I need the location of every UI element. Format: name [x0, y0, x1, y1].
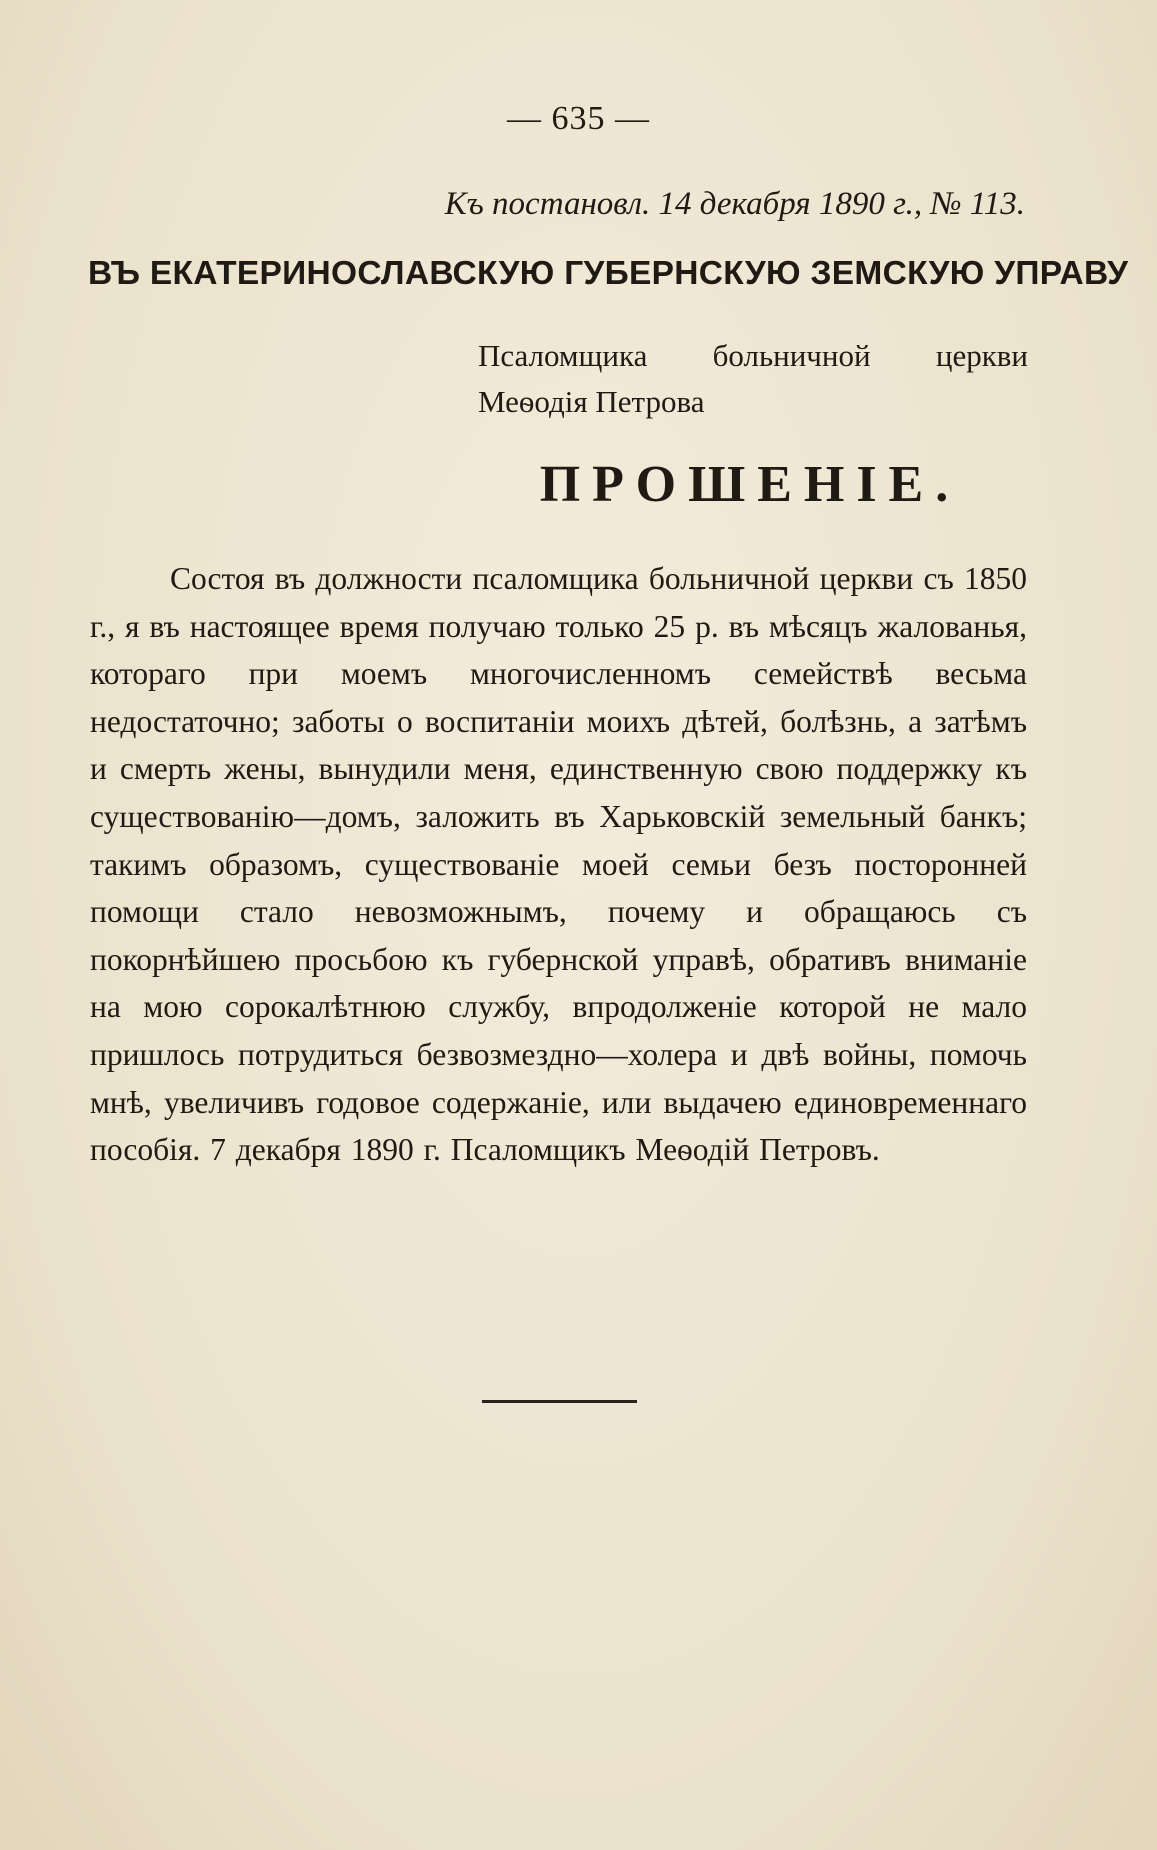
petitioner-name: Псаломщика больничной церкви Меѳодія Петрова — [478, 338, 1028, 419]
resolution-reference: Къ постановл. 14 декабря 1890 г., № 113. — [444, 186, 1025, 222]
petition-body: Состоя въ должности псаломщика больничной церкви съ 1850 г., я въ настоящее время получаю только 25 р. въ мѣсяцъ жалованья, котораго при моемъ многочисленномъ семействѣ весьма недостаточно; заботы о воспитаніи моихъ дѣтей, болѣзнь, а затѣмъ и смерть жены, вынудили меня, единственную свою поддержку къ существованію—домъ, заложить въ Харьковскій земельный банкъ; такимъ образомъ, существованіе моей семьи безъ посторонней помощи стало невозможнымъ, почему и обращаюсь съ покорнѣйшею просьбою къ губернской управѣ, обративъ вниманіе на мою сорокалѣтнюю службу, впродолженіе которой не мало пришлось потрудиться безвозмездно—холера и двѣ войны, помочь мнѣ, увеличивъ годовое содержаніе, или выдачею единовременнаго пособія. 7 декабря 1890 г. Псаломщикъ Меѳодій Петровъ. — [90, 561, 1027, 1168]
document-title: ПРОШЕНІЕ. — [539, 456, 961, 513]
page-number: — 635 — — [507, 100, 650, 137]
closing-rule — [482, 1400, 637, 1403]
addressee-heading: ВЪ ЕКАТЕРИНОСЛАВСКУЮ ГУБЕРНСКУЮ ЗЕМСКУЮ УПРАВУ — [88, 255, 1129, 292]
